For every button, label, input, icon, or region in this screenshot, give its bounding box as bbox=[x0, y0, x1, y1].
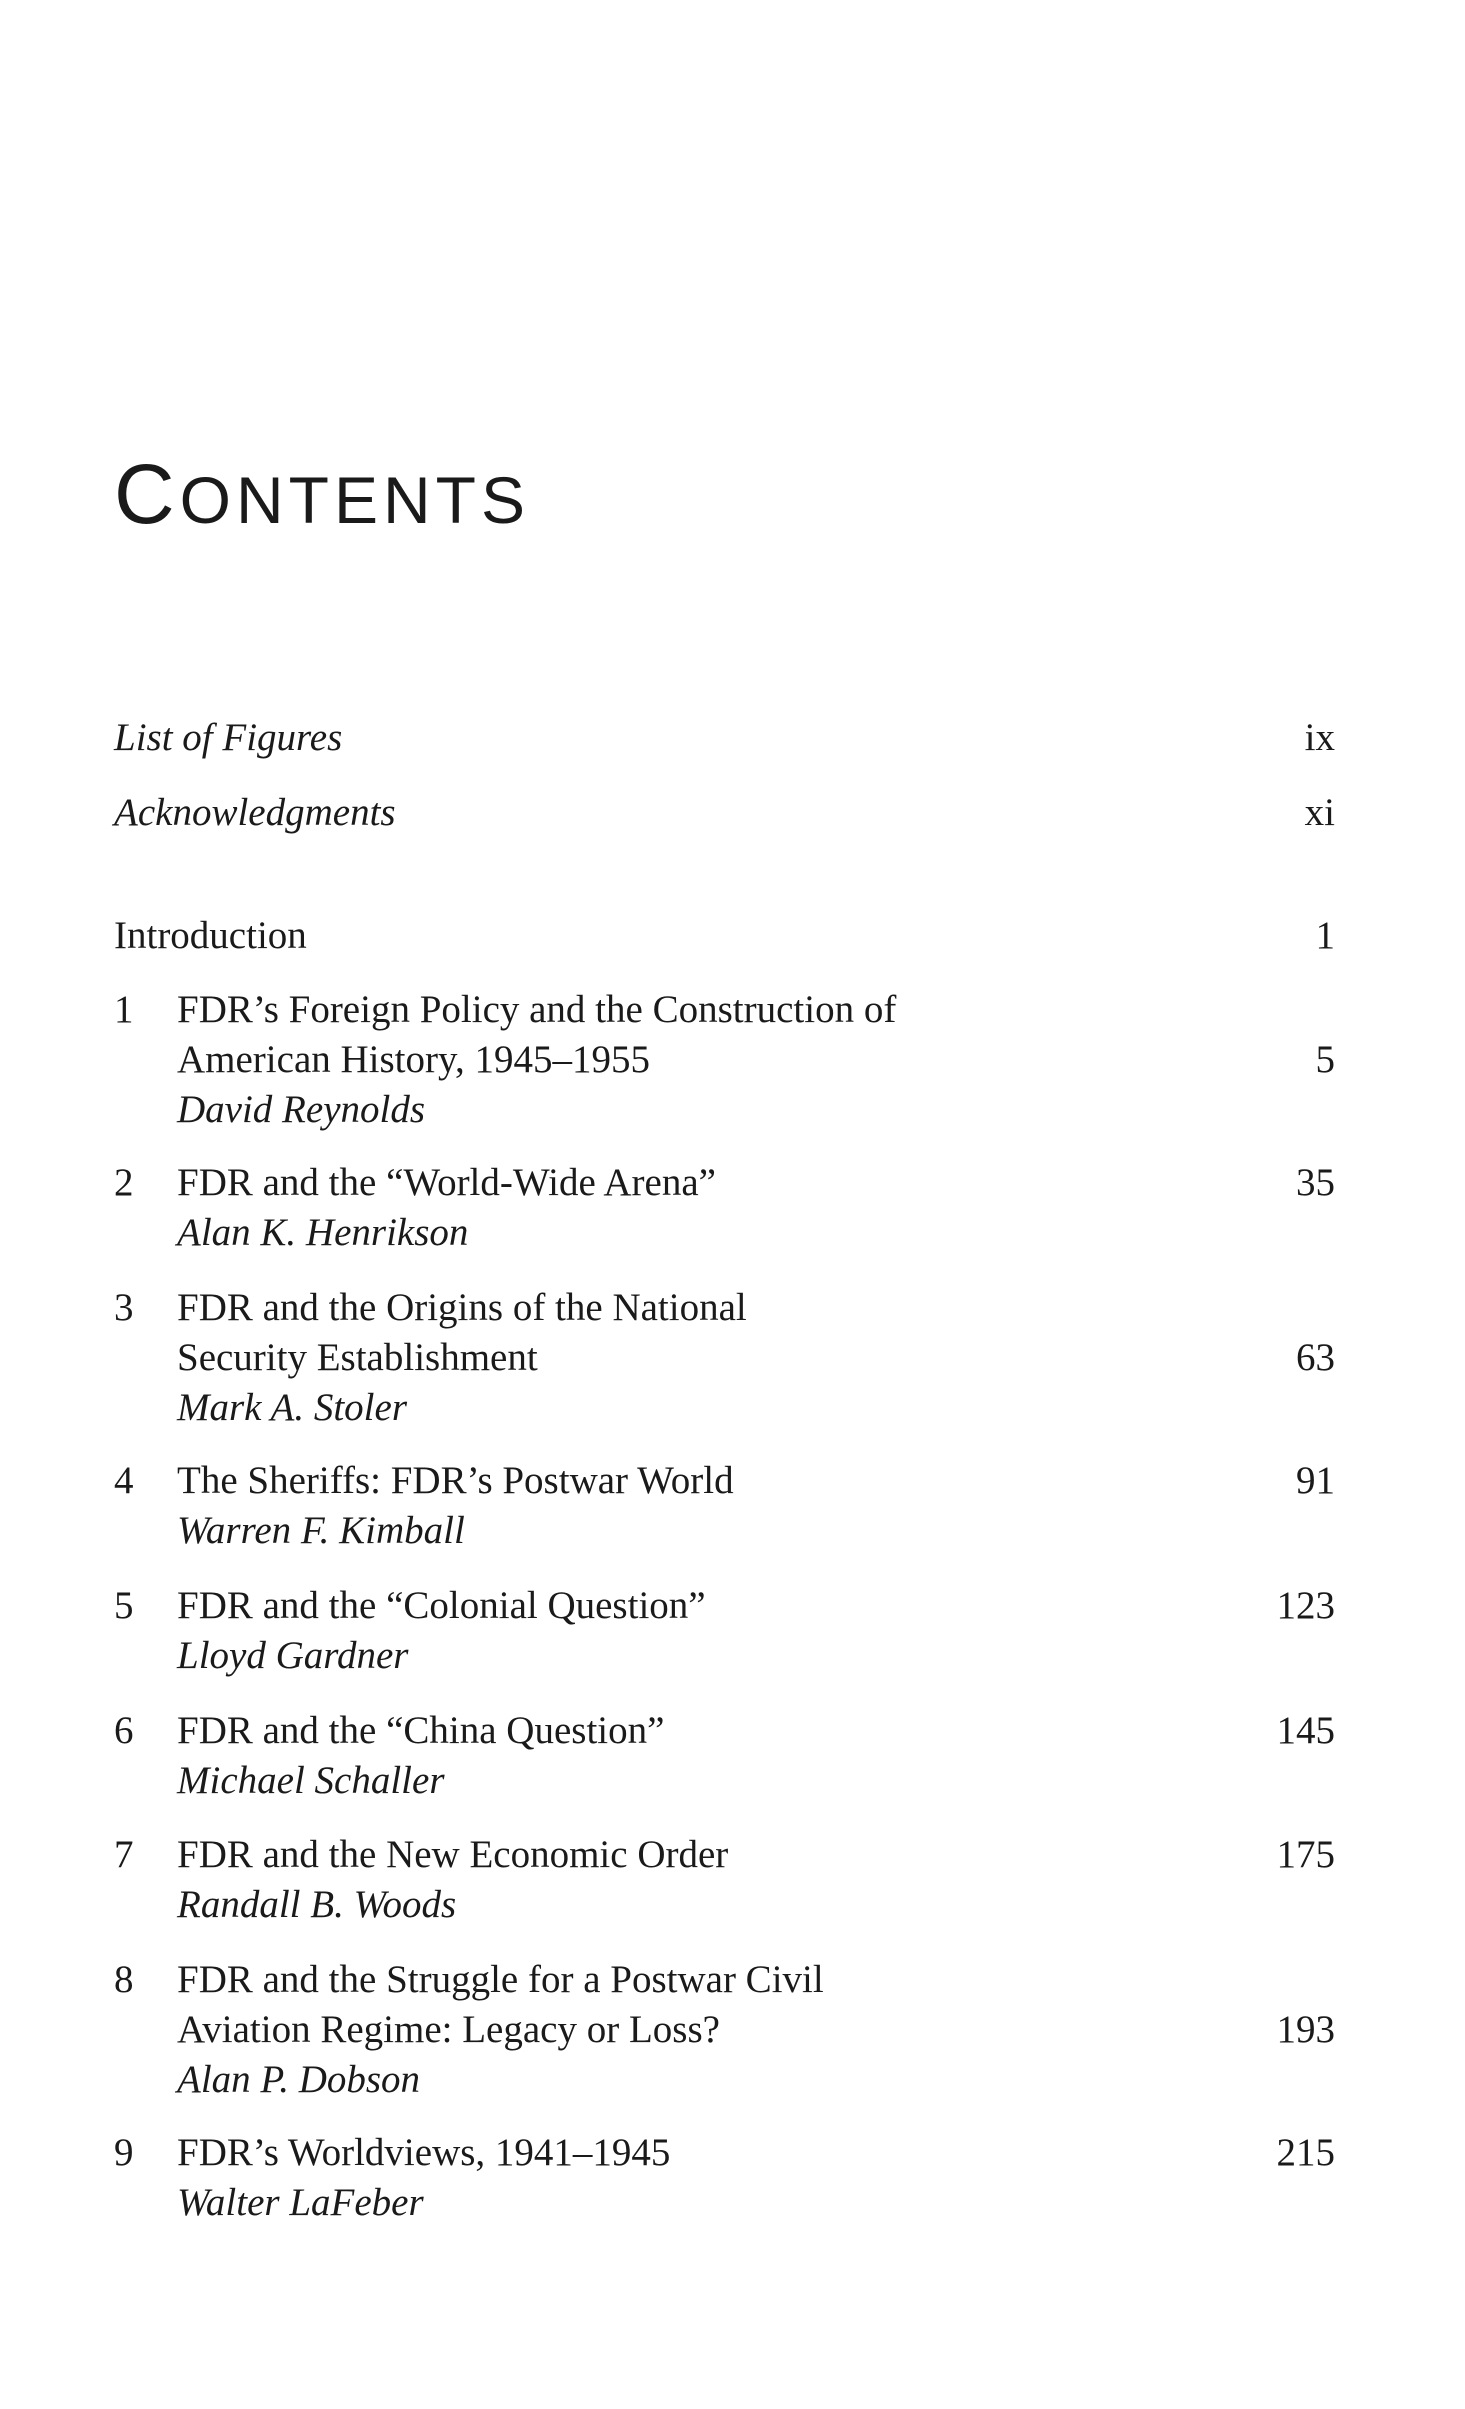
chapter-number: 2 bbox=[114, 1161, 134, 1204]
chapter-page: 123 bbox=[1276, 1584, 1335, 1627]
toc-entry-introduction[interactable] bbox=[114, 911, 1335, 961]
chapter-number: 8 bbox=[114, 1958, 134, 2001]
toc-entry-page: ix bbox=[1304, 716, 1335, 759]
chapter-page: 193 bbox=[1276, 2008, 1335, 2051]
chapter-title: FDR’s Foreign Policy and the Construction of bbox=[177, 988, 897, 1031]
chapter-number: 3 bbox=[114, 1286, 134, 1329]
chapter-number: 1 bbox=[114, 988, 134, 1031]
chapter-author: Mark A. Stoler bbox=[177, 1386, 408, 1429]
chapter-title: Security Establishment bbox=[177, 1336, 538, 1379]
chapter-author: Alan P. Dobson bbox=[177, 2058, 421, 2101]
page-title-rest: ONTENTS bbox=[179, 463, 531, 537]
toc-entry-page: xi bbox=[1304, 791, 1335, 834]
chapter-author: Walter LaFeber bbox=[177, 2181, 424, 2224]
chapter-author: Alan K. Henrikson bbox=[177, 1211, 469, 1254]
toc-entry-label: Introduction bbox=[114, 914, 307, 957]
chapter-title: FDR’s Worldviews, 1941–1945 bbox=[177, 2131, 671, 2174]
chapter-author: Lloyd Gardner bbox=[177, 1634, 409, 1677]
chapter-number: 9 bbox=[114, 2131, 134, 2174]
page-title bbox=[114, 447, 531, 541]
page-title-initial: C bbox=[114, 447, 180, 541]
chapter-page: 215 bbox=[1276, 2131, 1335, 2174]
chapter-number: 5 bbox=[114, 1584, 134, 1627]
chapter-author: Warren F. Kimball bbox=[177, 1509, 465, 1552]
chapter-page: 35 bbox=[1296, 1161, 1335, 1204]
chapter-number: 7 bbox=[114, 1833, 134, 1876]
chapter-page: 145 bbox=[1276, 1709, 1335, 1752]
chapter-number: 4 bbox=[114, 1459, 134, 1502]
chapter-title: FDR and the New Economic Order bbox=[177, 1833, 729, 1876]
chapter-title: FDR and the “World-Wide Arena” bbox=[177, 1161, 716, 1204]
chapter-title: American History, 1945–1955 bbox=[177, 1038, 650, 1081]
chapter-page: 63 bbox=[1296, 1336, 1335, 1379]
chapter-page: 91 bbox=[1296, 1459, 1335, 1502]
chapter-title: FDR and the Origins of the National bbox=[177, 1286, 747, 1329]
toc-entry-acknowledgments[interactable] bbox=[114, 788, 1335, 838]
chapter-title: FDR and the Struggle for a Postwar Civil bbox=[177, 1958, 824, 2001]
toc-entry-label: Acknowledgments bbox=[114, 791, 396, 834]
chapter-number: 6 bbox=[114, 1709, 134, 1752]
chapter-title: FDR and the “Colonial Question” bbox=[177, 1584, 706, 1627]
chapter-page: 175 bbox=[1276, 1833, 1335, 1876]
chapter-page: 5 bbox=[1315, 1038, 1335, 1081]
chapter-author: Michael Schaller bbox=[177, 1759, 445, 1802]
toc-entry-label: List of Figures bbox=[114, 716, 343, 759]
chapter-author: Randall B. Woods bbox=[177, 1883, 457, 1926]
toc-entry-page: 1 bbox=[1315, 914, 1335, 957]
chapter-title: Aviation Regime: Legacy or Loss? bbox=[177, 2008, 720, 2051]
toc-entry-list-of-figures[interactable] bbox=[114, 713, 1335, 763]
chapter-title: The Sheriffs: FDR’s Postwar World bbox=[177, 1459, 734, 1502]
chapter-author: David Reynolds bbox=[177, 1088, 426, 1131]
chapter-title: FDR and the “China Question” bbox=[177, 1709, 665, 1752]
